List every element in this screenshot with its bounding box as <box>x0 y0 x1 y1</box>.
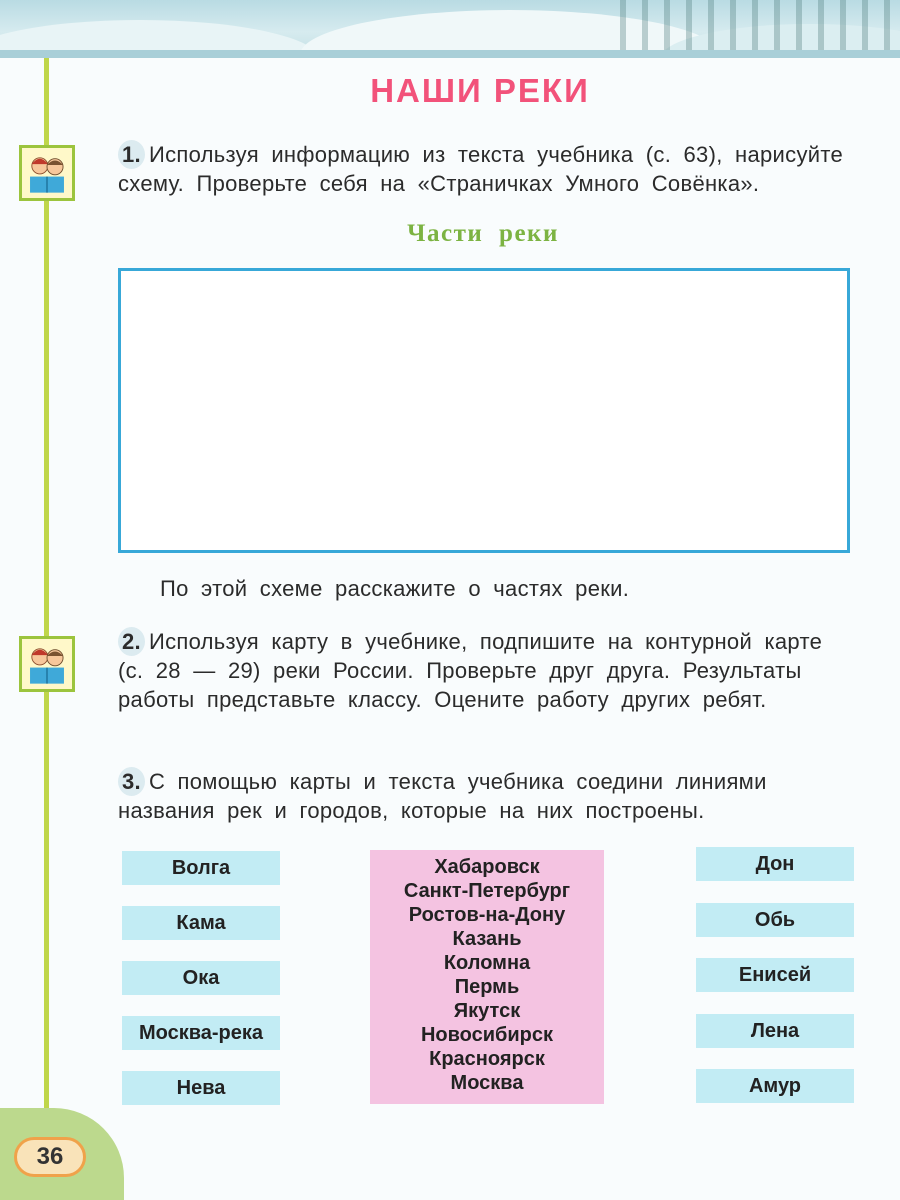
city-item[interactable]: Ростов-на-Дону <box>408 904 566 926</box>
city-item[interactable]: Казань <box>452 928 522 950</box>
task-2-text: 2. Используя карту в учебнике, подпишите на контурной карте (с. 28 — 29) реки России. Проверьте друг друга. Результаты работы представьте классу. Оцените работу других ребят. <box>118 629 823 712</box>
river-box[interactable]: Ока <box>122 961 280 995</box>
city-list <box>370 850 604 1104</box>
city-item[interactable]: Новосибирск <box>420 1024 554 1046</box>
river-box[interactable]: Енисей <box>696 958 854 992</box>
river-box[interactable]: Волга <box>122 851 280 885</box>
river-box[interactable]: Москва-река <box>122 1016 280 1050</box>
river-box[interactable]: Дон <box>696 847 854 881</box>
pair-work-icon <box>19 636 75 692</box>
city-item[interactable]: Хабаровск <box>434 856 540 878</box>
city-item[interactable]: Коломна <box>443 952 531 974</box>
diagram-subheading: Части реки <box>407 220 559 247</box>
task-3-text: 3. С помощью карты и текста учебника соедини линиями названия рек и городов, которые на них построены. <box>118 769 767 823</box>
task-1-caption: По этой схеме расскажите о частях реки. <box>160 576 630 601</box>
river-box[interactable]: Обь <box>696 903 854 937</box>
drawing-area[interactable] <box>118 268 850 553</box>
task-2-number: 2. <box>118 627 145 656</box>
city-item[interactable]: Якутск <box>453 1000 521 1022</box>
river-box[interactable]: Нева <box>122 1071 280 1105</box>
city-item[interactable]: Пермь <box>454 976 520 998</box>
pair-work-icon <box>19 145 75 201</box>
river-box[interactable]: Амур <box>696 1069 854 1103</box>
city-item[interactable]: Санкт-Петербург <box>403 880 571 902</box>
task-1-number: 1. <box>118 140 145 169</box>
page-title: НАШИ РЕКИ <box>370 72 590 109</box>
task-3-number: 3. <box>118 767 145 796</box>
winter-banner <box>0 0 900 58</box>
river-box[interactable]: Кама <box>122 906 280 940</box>
task-1-text: 1. Используя информацию из текста учебника (с. 63), нарисуйте схему. Проверьте себя на «Страничках Умного Совёнка». <box>118 142 844 196</box>
river-box[interactable]: Лена <box>696 1014 854 1048</box>
page-number: 36 <box>14 1137 86 1177</box>
city-item[interactable]: Москва <box>450 1072 524 1094</box>
city-item[interactable]: Красноярск <box>429 1048 545 1070</box>
